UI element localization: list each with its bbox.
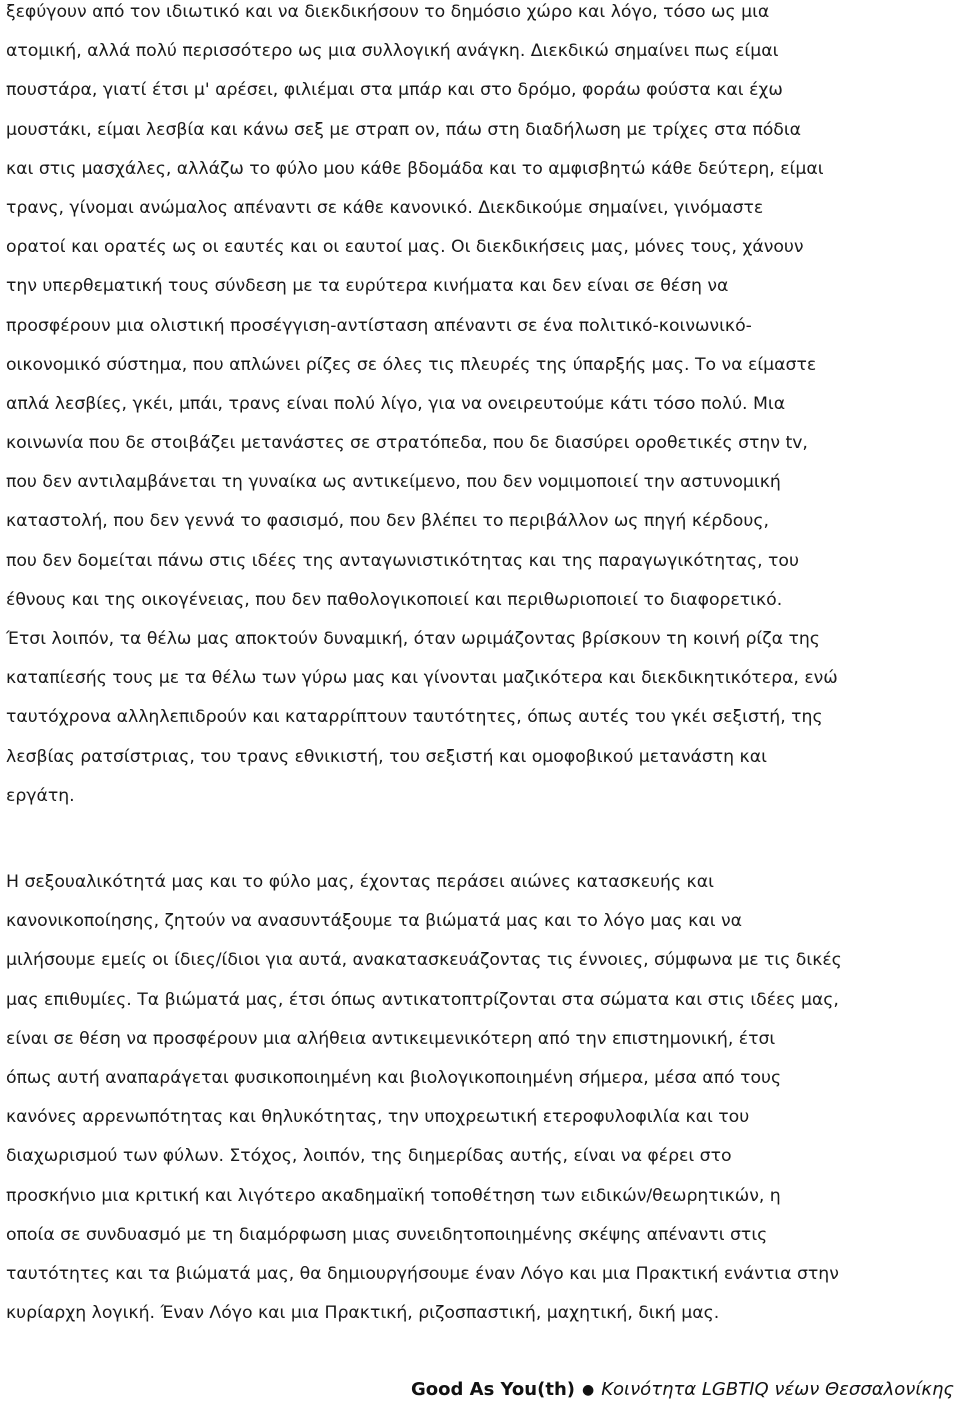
paragraph-1 [6,0,954,816]
text-line: πουστάρα, γιατί έτσι μ' αρέσει, φιλιέμαι στα μπάρ και στο δρόμο, φοράω φούστα και έχω [6,80,783,101]
text-line: κανόνες αρρενωπότητας και θηλυκότητας, την υποχρεωτική ετεροφυλοφιλία και του [6,1107,750,1128]
text-line: ξεφύγουν από τον ιδιωτικό και να διεκδικήσουν το δημόσιο χώρο και λόγο, τόσο ως μια [6,2,770,22]
text-line: εργάτη. [6,785,75,806]
text-line: Η σεξουαλικότητά μας και το φύλο μας, έχοντας περάσει αιώνες κατασκευής και [6,872,714,892]
text-line: Έτσι λοιπόν, τα θέλω μας αποκτούν δυναμική, όταν ωριμάζοντας βρίσκουν τη κοινή ρίζα της [6,629,820,649]
text-line: κυρίαρχη λογική. Έναν Λόγο και μια Πρακτική, ριζοσπαστική, μαχητική, δική μας. [6,1303,720,1324]
text-line: απλά λεσβίες, γκέι, μπάι, τρανς είναι πολύ λίγο, για να ονειρευτούμε κάτι τόσο πολύ. Μια [6,393,786,414]
text-line: έθνους και της οικογένειας, που δεν παθολογικοποιεί και περιθωριοποιεί το διαφορετικό. [6,589,783,610]
text-line: καταπίεσής τους με τα θέλω των γύρω μας και γίνονται μαζικότερα και διεκδικητικότερα, ενώ [6,668,838,689]
footer-brand: Good As You(th) [410,1379,575,1400]
text-line: λεσβίας ρατσίστριας, του τρανς εθνικιστή, του σεξιστή και ομοφοβικού μετανάστη και [6,746,767,767]
footer-community: Κοινότητα LGBTIQ νέων Θεσσαλονίκης [601,1379,954,1400]
text-line: είναι σε θέση να προσφέρουν μια αλήθεια αντικειμενικότερη από την επιστημονική, έτσι [6,1028,776,1049]
text-line: την υπερθεματική τους σύνδεση με τα ευρύτερα κινήματα και δεν είναι σε θέση να [6,276,729,297]
text-line: τρανς, γίνομαι ανώμαλος απέναντι σε κάθε κανονικό. Διεκδικούμε σημαίνει, γινόμαστε [6,197,764,218]
page-footer [411,1372,954,1408]
text-line: οποία σε συνδυασμό με τη διαμόρφωση μιας συνειδητοποιημένης σκέψης απέναντι στις [6,1224,768,1245]
text-line: μιλήσουμε εμείς οι ίδιες/ίδιοι για αυτά, ανακατασκευάζοντας τις έννοιες, σύμφωνα με τις δικές [6,950,842,971]
footer-bullet-icon: ● [582,1382,595,1398]
text-line: και στις μασχάλες, αλλάζω το φύλο μου κάθε βδομάδα και το αμφισβητώ κάθε δεύτερη, είμαι [6,158,824,179]
text-line: καταστολή, που δεν γεννά το φασισμό, που δεν βλέπει το περιβάλλον ως πηγή κέρδους, [6,511,769,532]
text-line: όπως αυτή αναπαράγεται φυσικοποιημένη και βιολογικοποιημένη σήμερα, μέσα από τους [6,1067,782,1088]
text-line: προσκήνιο μια κριτική και λιγότερο ακαδημαϊκή τοποθέτηση των ειδικών/θεωρητικών, η [6,1185,781,1206]
text-line: μουστάκι, είμαι λεσβία και κάνω σεξ με στραπ ον, πάω στη διαδήλωση με τρίχες στα πόδια [6,119,802,140]
text-line: ατομική, αλλά πολύ περισσότερο ως μια συλλογική ανάγκη. Διεκδικώ σημαίνει πως είμαι [6,41,779,62]
text-line: κανονικοποίησης, ζητούν να ανασυντάξουμε τα βιώματά μας και το λόγο μας και να [6,911,742,932]
text-line: ορατοί και ορατές ως οι εαυτές και οι εαυτοί μας. Οι διεκδικήσεις μας, μόνες τους, χάνουν [6,237,804,258]
text-line: ταυτότητες και τα βιώματά μας, θα δημιουργήσουμε έναν Λόγο και μια Πρακτική ενάντια στην [6,1263,839,1284]
text-line: προσφέρουν μια ολιστική προσέγγιση-αντίσταση απέναντι σε ένα πολιτικό-κοινωνικό- [6,315,752,336]
paragraph-2 [6,863,954,1333]
text-line: μας επιθυμίες. Τα βιώματά μας, έτσι όπως αντικατοπτρίζονται στα σώματα και στις ιδέες μας, [6,989,839,1010]
text-line: οικονομικό σύστημα, που απλώνει ρίζες σε όλες τις πλευρές της ύπαρξής μας. Το να είμαστε [6,354,817,375]
text-line: που δεν αντιλαμβάνεται τη γυναίκα ως αντικείμενο, που δεν νομιμοποιεί την αστυνομική [6,472,781,493]
text-line: ταυτόχρονα αλληλεπιδρούν και καταρρίπτουν ταυτότητες, όπως αυτές του γκέι σεξιστή, της [6,707,823,728]
text-line: διαχωρισμού των φύλων. Στόχος, λοιπόν, της διημερίδας αυτής, είναι να φέρει στο [6,1146,732,1167]
text-line: κοινωνία που δε στοιβάζει μετανάστες σε στρατόπεδα, που δε διασύρει οροθετικές στην tv, [6,433,808,454]
text-line: που δεν δομείται πάνω στις ιδέες της ανταγωνιστικότητας και της παραγωγικότητας, του [6,550,799,571]
